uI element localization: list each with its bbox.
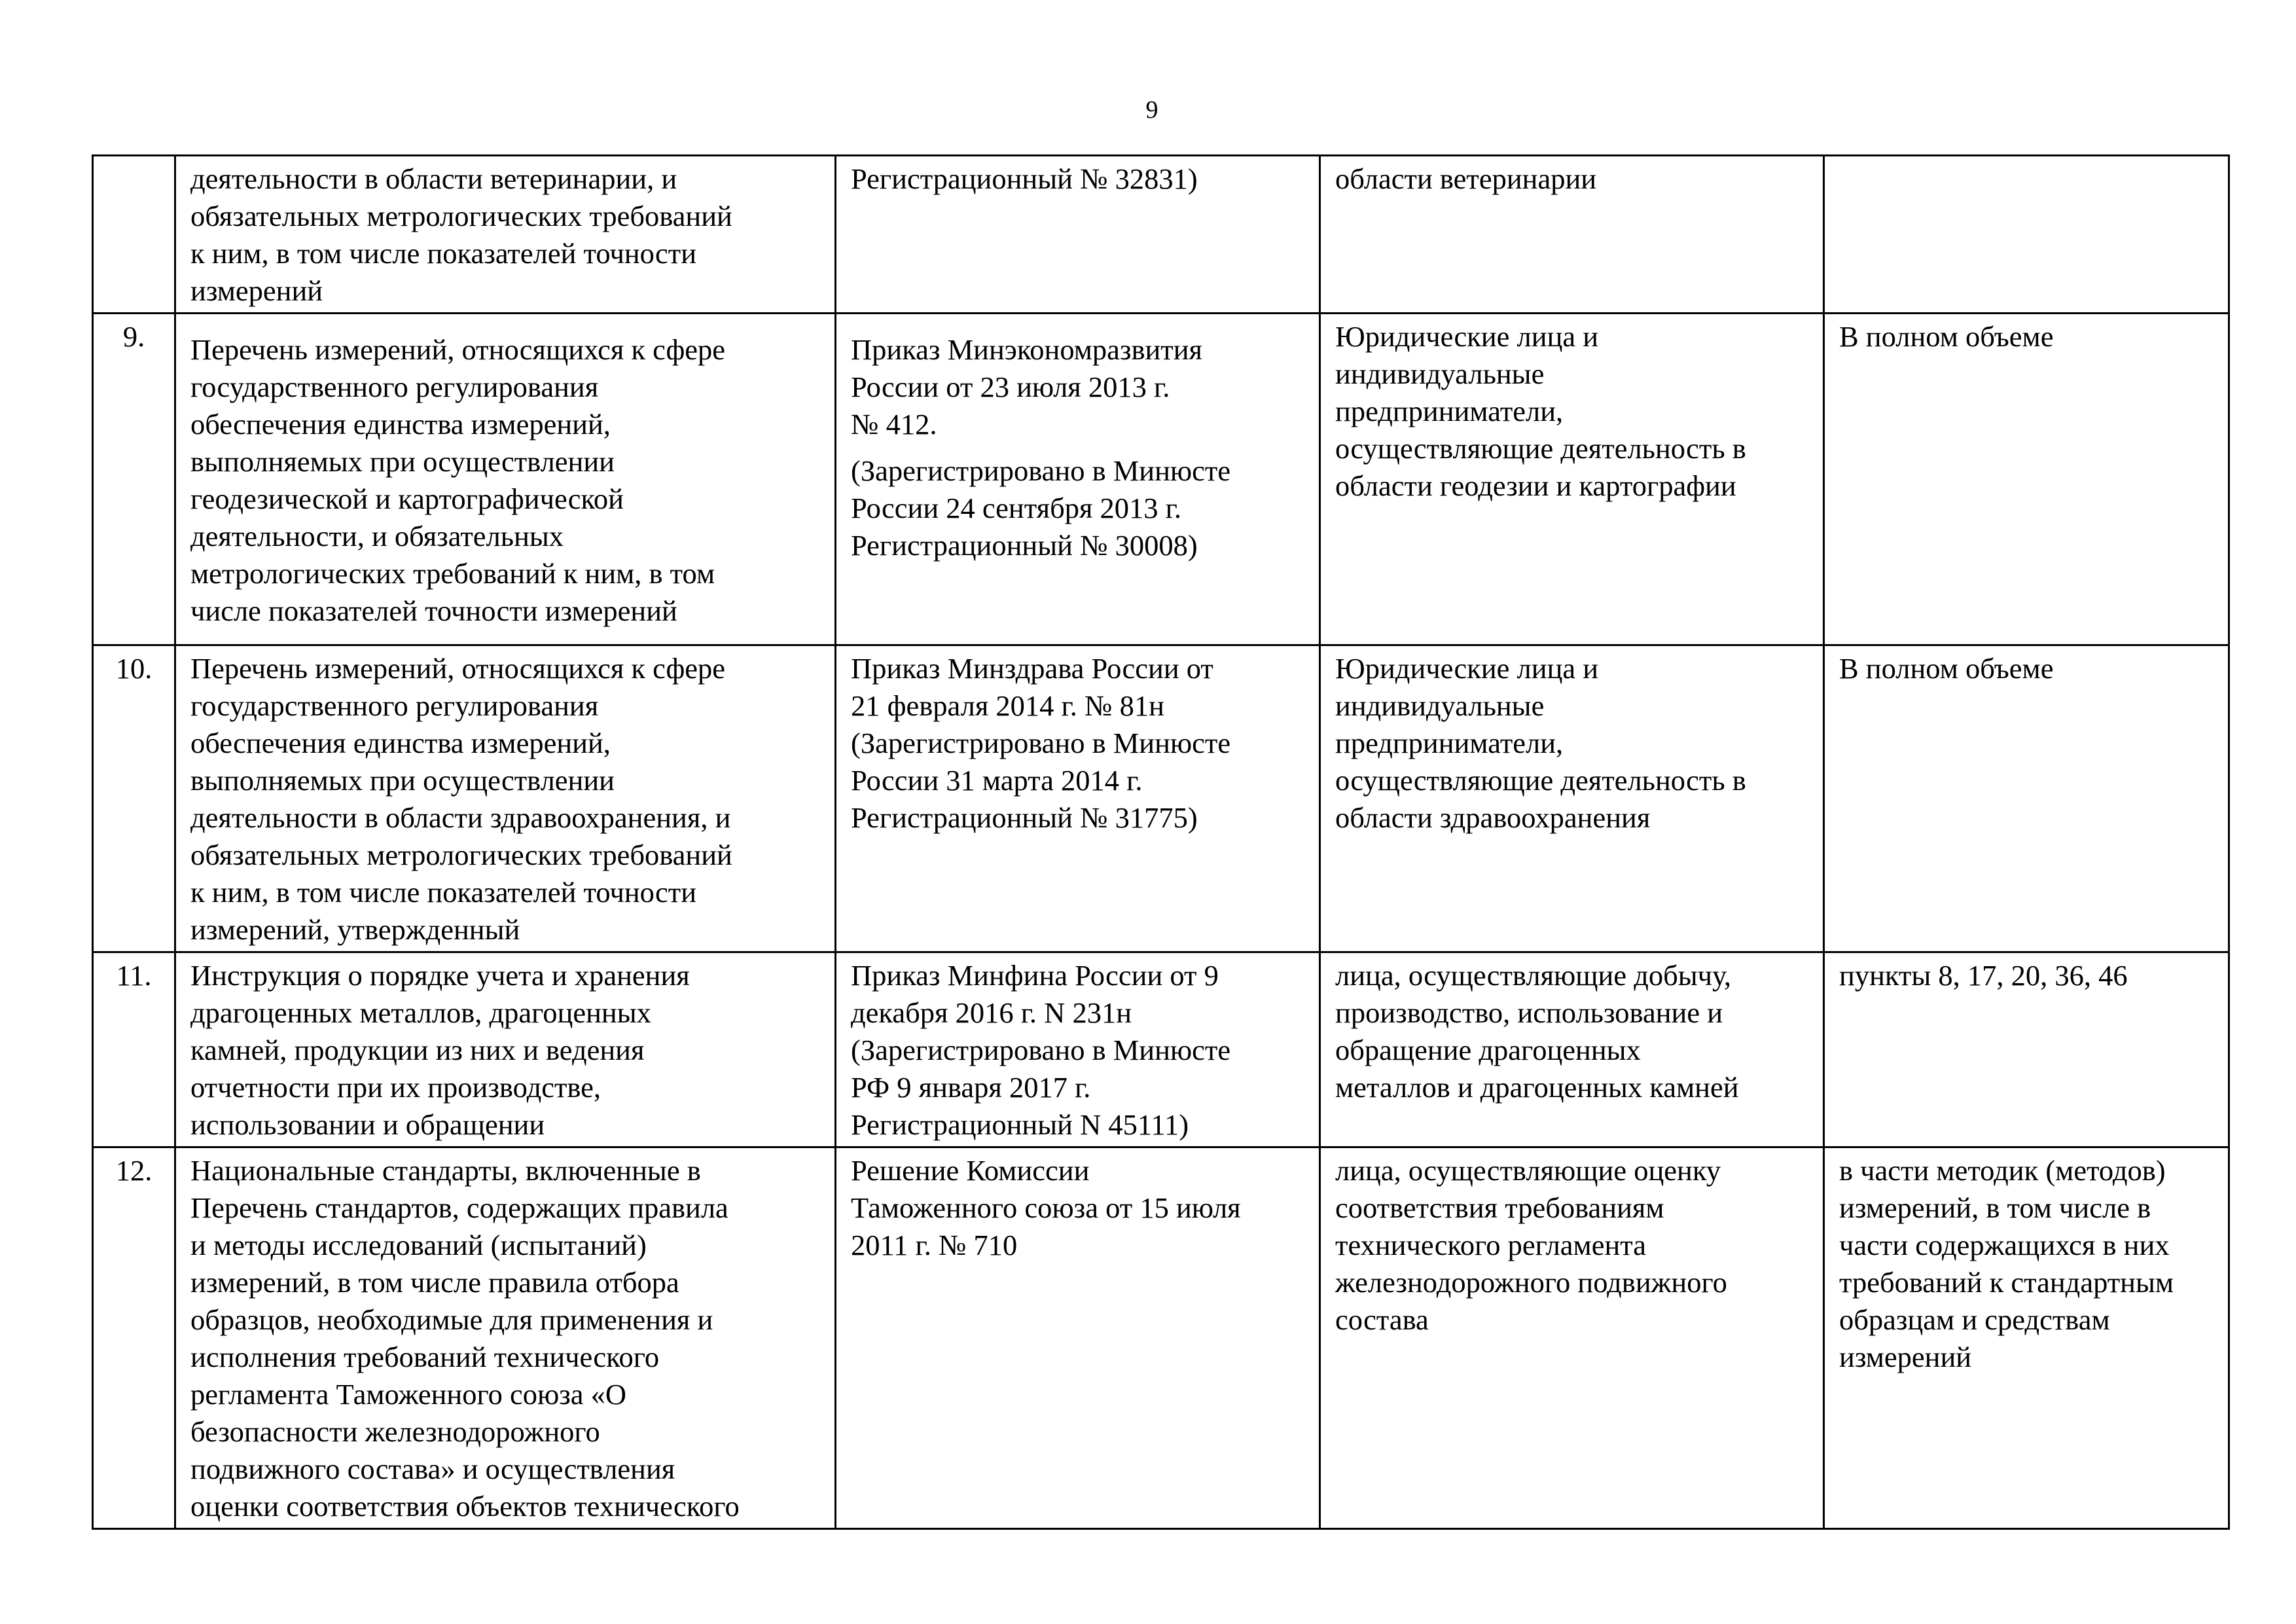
application-scope: В полном объеме — [1824, 645, 2229, 952]
application-scope: в части методик (методов) измерений, в том числе в части содержащихся в них требований к стандартным образцам и средствам измерений — [1824, 1147, 2229, 1529]
regulations-table — [92, 154, 2230, 1530]
applicable-persons: Юридические лица и индивидуальные предприниматели, осуществляющие деятельность в области геодезии и картографии — [1320, 314, 1824, 645]
applicable-persons: лица, осуществляющие добычу, производство, использование и обращение драгоценных металлов и драгоценных камней — [1320, 952, 1824, 1147]
applicable-persons: лица, осуществляющие оценку соответствия требованиям технического регламента железнодорожного подвижного состава — [1320, 1147, 1824, 1529]
approving-act — [836, 314, 1320, 645]
application-scope: пункты 8, 17, 20, 36, 46 — [1824, 952, 2229, 1147]
page-number: 9 — [1145, 96, 1158, 124]
row-number: 12. — [93, 1147, 175, 1529]
approving-act: Регистрационный № 32831) — [836, 156, 1320, 314]
applicable-persons: Юридические лица и индивидуальные предприниматели, осуществляющие деятельность в области здравоохранения — [1320, 645, 1824, 952]
table-row — [93, 314, 2229, 645]
approving-act-registration: (Зарегистрировано в Минюсте России 24 сентября 2013 г. Регистрационный № 30008) — [851, 454, 1231, 562]
approving-act: Решение Комиссии Таможенного союза от 15 июля 2011 г. № 710 — [836, 1147, 1320, 1529]
approving-act: Приказ Минфина России от 9 декабря 2016 г. N 231н (Зарегистрировано в Минюсте РФ 9 января 2017 г. Регистрационный N 45111) — [836, 952, 1320, 1147]
document-name: деятельности в области ветеринарии, и обязательных метрологических требований к ним, в том числе показателей точности измерений — [175, 156, 836, 314]
document-name: Перечень измерений, относящихся к сфере государственного регулирования обеспечения единства измерений, выполняемых при осуществлении деятельности в области здравоохранения, и обязательных метрологических требований к ним, в том числе показателей точности измерений, утвержденный — [175, 645, 836, 952]
row-number: 9. — [93, 314, 175, 645]
document-name: Инструкция о порядке учета и хранения драгоценных металлов, драгоценных камней, продукции из них и ведения отчетности при их производстве, использовании и обращении — [175, 952, 836, 1147]
table-row — [93, 1147, 2229, 1529]
document-name: Перечень измерений, относящихся к сфере государственного регулирования обеспечения единства измерений, выполняемых при осуществлении геодезической и картографической деятельности, и обязательных метрологических требований к ним, в том числе показателей точности измерений — [175, 314, 836, 645]
row-number — [93, 156, 175, 314]
application-scope — [1824, 156, 2229, 314]
approving-act: Приказ Минздрава России от 21 февраля 2014 г. № 81н (Зарегистрировано в Минюсте России 31 марта 2014 г. Регистрационный № 31775) — [836, 645, 1320, 952]
approving-act-order: Приказ Минэкономразвития России от 23 июля 2013 г. № 412. — [851, 333, 1203, 441]
document-name: Национальные стандарты, включенные в Перечень стандартов, содержащих правила и методы исследований (испытаний) измерений, в том числе правила отбора образцов, необходимые для применения и исполнения требований технического регламента Таможенного союза «О безопасности железнодорожного подвижного состава» и осуществления оценки соответствия объектов технического — [175, 1147, 836, 1529]
row-number: 10. — [93, 645, 175, 952]
row-number: 11. — [93, 952, 175, 1147]
applicable-persons: области ветеринарии — [1320, 156, 1824, 314]
table-row — [93, 952, 2229, 1147]
table-row — [93, 156, 2229, 314]
application-scope: В полном объеме — [1824, 314, 2229, 645]
table-row — [93, 645, 2229, 952]
